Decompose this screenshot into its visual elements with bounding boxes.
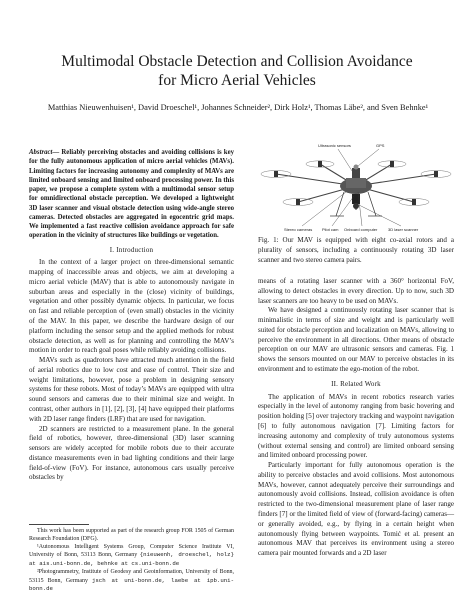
right-paragraph-1: means of a rotating laser scanner with a 360° horizontal FoV, allowing to detect obstacles in every direction. Up to now, such 3D laser scanners are too heavy to be used on MAVs. [258,277,454,305]
right-column [258,277,454,559]
abstract-text: — Reliably perceiving obstacles and avoiding collisions is key for the fully autonomous application of micro aerial vehicles (MAVs). Limiting factors for increasing autonomy and complexity of MAVs are limited onboard sensing and limited onboard processing power. In this paper, we propose a complete system with a multimodal sensor setup for omnidirectional obstacle perception. We developed a lightweight 3D laser scanner and visual obstacle detection using wide-angle stereo cameras. Detected obstacles are aggregated in egocentric grid maps. We implemented a fast reactive collision avoidance approach for safe operation in the vicinity of structures like buildings or vegetation. [29,149,234,240]
affiliation-2-text: ²Photogrammetry, Institute of Geodesy and Geoinformation, University of Bonn, 53115 Bonn, Germany [29,568,234,584]
paper-title [40,52,434,90]
figure-label-ultrasonic: Ultrasonic sensors [318,143,351,148]
section-heading-related-work: II. Related Work [331,379,381,388]
figure-label-pilot-cam: Pilot cam [322,227,339,232]
affiliation-1-text: ¹Autonomous Intelligent Systems Group, Computer Science Institute VI, University of Bonn, 53113 Bonn, Germany [29,543,234,559]
title-line-2: for Micro Aerial Vehicles [158,72,316,89]
footnotes [29,524,234,594]
right-paragraph-2: We have designed a continuously rotating laser scanner that is minimalistic in terms of size and weight and is particularly well suited for obstacle perception and localization on MAVs, allowing to perceive the environment in all directions. Other means of obstacle perception on our MAV are ultrasonic sensors and cameras. Fig. 1 shows the sensors mounted on our MAV to perceive obstacles in its environment and to estimate the ego-motion of the robot. [258,306,454,374]
section-heading-introduction: I. Introduction [109,245,154,254]
intro-paragraph-3: 2D scanners are restricted to a measurement plane. In the general field of robotics, however, three-dimensional (3D) laser scanning sensors are widely accepted for mobile robots due to their accurate distance measurements even in bad lighting conditions and their large field-of-view (FoV). For instance, autonomous cars usually perceive obstacles by [29,424,234,482]
footnote-affiliation-1 [29,544,234,569]
author-list: Matthias Nieuwenhuisen¹, David Droeschel¹, Johannes Schneider², Dirk Holz¹, Thomas Läbe², and Sven Behnke¹ [47,103,429,112]
title-line-1: Multimodal Obstacle Detection and Collision Avoidance [61,53,413,70]
affiliation-2-emails: jsch at uni-bonn.de, laebe at ipb.uni-bonn.de [29,576,235,593]
leader-gps [358,149,379,166]
left-column [29,148,234,483]
figure-label-gps: GPS [376,143,385,148]
intro-paragraph-2: MAVs such as quadrotors have attracted much attention in the field of aerial robotics due to low cost and ease of control. Their size and weight limitations, however, pose a problem in designing sensory systems for these robots. Most of today’s MAVs are equipped with ultra sound sensors and cameras due to their minimal size and weight. In contrast, other authors in [1], [2], [3], [4] have equipped their platforms with 2D laser range finders (LRF) that are used for navigation. [29,356,234,423]
footnote-funding: This work has been supported as part of the research group FOR 1505 of German Research Foundation (DFG). [29,528,234,542]
mav-drone-illustration [261,161,451,216]
figure-label-stereo-cameras: Stereo cameras [284,227,313,232]
mav-figure [258,140,454,234]
related-paragraph-2: Particularly important for fully autonomous operation is the ability to perceive obstacles and avoid collisions. Most autonomous MAVs, however, cannot adequately perceive their surroundings and autonomously avoid collisions. Instead, collision avoidance is often restricted to the two-dimensional measurement plane of laser range finders [7] or the limited field of view of (forward-facing) cameras—or generally avoided, e.g., by flying in a certain height when autonomously flying between waypoints. Tomić et al. present an autonomous MAV that perceives its environment using a stereo camera pair mounted forwards and a 2D laser [258,461,454,558]
leader-ultrasonic [338,149,354,174]
affiliation-1-emails: {nieuwenh, droeschel, holz} at ais.uni-bonn.de, behnke at cs.uni-bonn.de [29,551,234,567]
related-paragraph-1: The application of MAVs in recent robotics research varies especially in the level of autonomy ranging from basic hovering and position holding [5] over trajectory tracking and waypoint navigation [6] to fully autonomous navigation [7]. Limiting factors for increasing autonomy and complexity of truly autonomous systems (without external sensing and control) are limited onboard sensing and limited onboard processing power. [258,392,454,460]
intro-paragraph-1: In the context of a larger project on three-dimensional semantic mapping of inaccessible areas and objects, we aim at developing a micro aerial vehicle (MAV) that is able to autonomously navigate in suburban areas and especially in the (close) vicinity of buildings, vegetation and other possibly dynamic objects. In particular, we focus on fast and reliable perception of (even small) obstacles in the vicinity of the MAV. In this paper, we describe the hardware design of our platform including the sensor setup and the applied methods for robust obstacle detection, as well as for planning and controlling the MAV’s motion in order to reach goal poses while reliably avoiding collisions. [29,258,234,355]
figure-caption: Fig. 1: Our MAV is equipped with eight co-axial rotors and a plurality of sensors, including a continuously rotating 3D laser scanner and two stereo camera pairs. [258,236,454,264]
abstract-label: Abstract [29,149,53,156]
footnote-rule [29,524,89,525]
abstract [29,148,234,241]
figure-label-onboard-computer: Onboard computer [344,227,378,232]
figure-label-3d-laser-scanner: 3D laser scanner [388,227,419,232]
footnote-affiliation-2 [29,569,234,594]
